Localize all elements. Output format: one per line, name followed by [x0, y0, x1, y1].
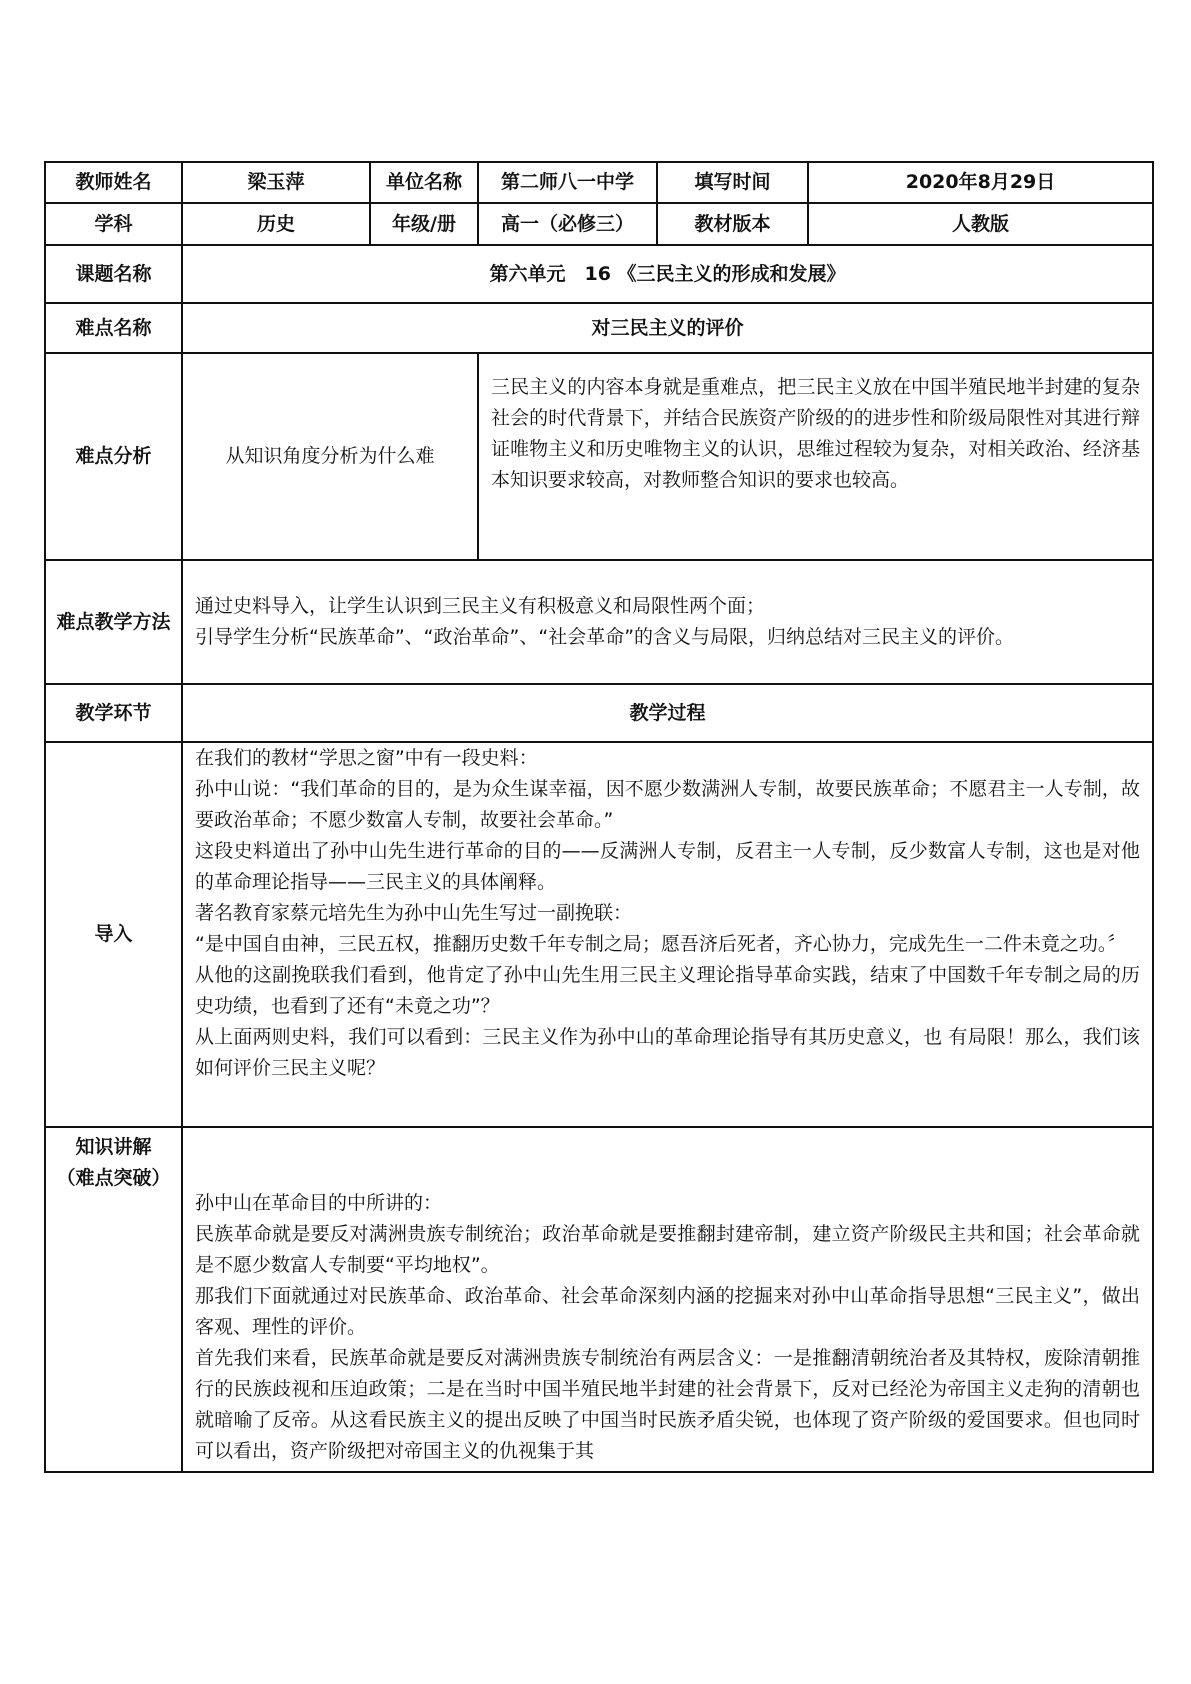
- unit-label: 单位名称: [370, 162, 478, 203]
- intro-paragraph: 孙中山说：“我们革命的目的，是为众生谋幸福，因不愿少数满洲人专制，故要民族革命；不愿君主一人专制，故要政治革命；不愿少数富人专制，故要社会革命。”: [195, 778, 1140, 831]
- knowledge-label: [45, 1127, 182, 1472]
- topic-row: [45, 245, 1153, 303]
- knowledge-paragraph: 民族革命就是要反对满洲贵族专制统治；政治革命就是要推翻封建帝制，建立资产阶级民主共和国；社会革命就是不愿少数富人专制要“平均地权”。: [195, 1223, 1140, 1276]
- process-header-row: [45, 684, 1153, 742]
- grade-label: 年级/册: [370, 203, 478, 245]
- knowledge-row: [45, 1127, 1153, 1472]
- intro-paragraph: “是中国自由神，三民五权，推翻历史数千年专制之局；愿吾济后死者，齐心协力，完成先生一二件未竟之功。〞: [195, 933, 1127, 955]
- grade-value: 高一（必修三）: [478, 203, 657, 245]
- knowledge-label-line-2: （难点突破）: [56, 1167, 171, 1189]
- subject-label: 学科: [45, 203, 182, 245]
- edition-label: 教材版本: [657, 203, 808, 245]
- edition-value: 人教版: [808, 203, 1153, 245]
- intro-paragraph: 在我们的教材“学思之窗”中有一段史料：: [195, 747, 538, 769]
- intro-paragraph: 这段史料道出了孙中山先生进行革命的目的——反满洲人专制，反君主一人专制，反少数富人专制，这也是对他的革命理论指导——三民主义的具体阐释。: [195, 840, 1140, 893]
- lesson-plan-page: [44, 161, 1152, 1473]
- topic-value: 第六单元 16 《三民主义的形成和发展》: [182, 245, 1153, 303]
- intro-text: [182, 742, 1153, 1127]
- date-label: 填写时间: [657, 162, 808, 203]
- intro-paragraph: 著名教育家蔡元培先生为孙中山先生写过一副挽联：: [195, 902, 633, 924]
- analysis-label: 难点分析: [45, 353, 182, 560]
- teacher-label: 教师姓名: [45, 162, 182, 203]
- header-row-1: [45, 162, 1153, 203]
- intro-paragraph: 从上面两则史料，我们可以看到：三民主义作为孙中山的革命理论指导有其历史意义，也 有局限！那么，我们该如何评价三民主义呢？: [195, 1026, 1140, 1079]
- topic-label: 课题名称: [45, 245, 182, 303]
- process-label: 教学过程: [182, 684, 1153, 742]
- analysis-row: [45, 353, 1153, 560]
- method-label: 难点教学方法: [45, 560, 182, 684]
- intro-label: 导入: [45, 742, 182, 1127]
- intro-row: [45, 742, 1153, 1127]
- lesson-plan-table: [44, 161, 1154, 1473]
- header-row-2: [45, 203, 1153, 245]
- knowledge-text: [182, 1127, 1153, 1472]
- process-stage-label: 教学环节: [45, 684, 182, 742]
- subject-value: 历史: [182, 203, 370, 245]
- method-text: [182, 560, 1153, 684]
- knowledge-label-line-1: 知识讲解: [75, 1136, 152, 1158]
- difficulty-label: 难点名称: [45, 303, 182, 353]
- knowledge-paragraph: 孙中山在革命目的中所讲的：: [195, 1192, 443, 1214]
- method-line-1: 通过史料导入，让学生认识到三民主义有积极意义和局限性两个面；: [195, 595, 766, 617]
- unit-value: 第二师八一中学: [478, 162, 657, 203]
- intro-paragraph: 从他的这副挽联我们看到，他肯定了孙中山先生用三民主义理论指导革命实践，结束了中国数千年专制之局的历史功绩，也看到了还有“未竟之功”？: [195, 964, 1140, 1017]
- teacher-value: 梁玉萍: [182, 162, 370, 203]
- difficulty-row: [45, 303, 1153, 353]
- analysis-sub-label: 从知识角度分析为什么难: [182, 353, 478, 560]
- method-row: [45, 560, 1153, 684]
- analysis-text: 三民主义的内容本身就是重难点，把三民主义放在中国半殖民地半封建的复杂社会的时代背景下，并结合民族资产阶级的的进步性和阶级局限性对其进行辩证唯物主义和历史唯物主义的认识，思维过程较为复杂，对相关政治、经济基本知识要求较高，对教师整合知识的要求也较高。: [478, 353, 1153, 560]
- difficulty-value: 对三民主义的评价: [182, 303, 1153, 353]
- knowledge-paragraph: 首先我们来看，民族革命就是要反对满洲贵族专制统治有两层含义：一是推翻清朝统治者及其特权，废除清朝推行的民族歧视和压迫政策；二是在当时中国半殖民地半封建的社会背景下，反对已经沦为帝国主义走狗的清朝也就暗喻了反帝。从这看民族主义的提出反映了中国当时民族矛盾尖锐，也体现了资产阶级的爱国要求。但也同时可以看出，资产阶级把对帝国主义的仇视集于其: [195, 1347, 1140, 1462]
- date-value: 2020年8月29日: [808, 162, 1153, 203]
- method-line-2: 引导学生分析“民族革命”、“政治革命”、“社会革命”的含义与局限，归纳总结对三民主义的评价。: [195, 626, 1015, 648]
- knowledge-paragraph: 那我们下面就通过对民族革命、政治革命、社会革命深刻内涵的挖掘来对孙中山革命指导思想“三民主义”，做出客观、理性的评价。: [195, 1285, 1140, 1338]
